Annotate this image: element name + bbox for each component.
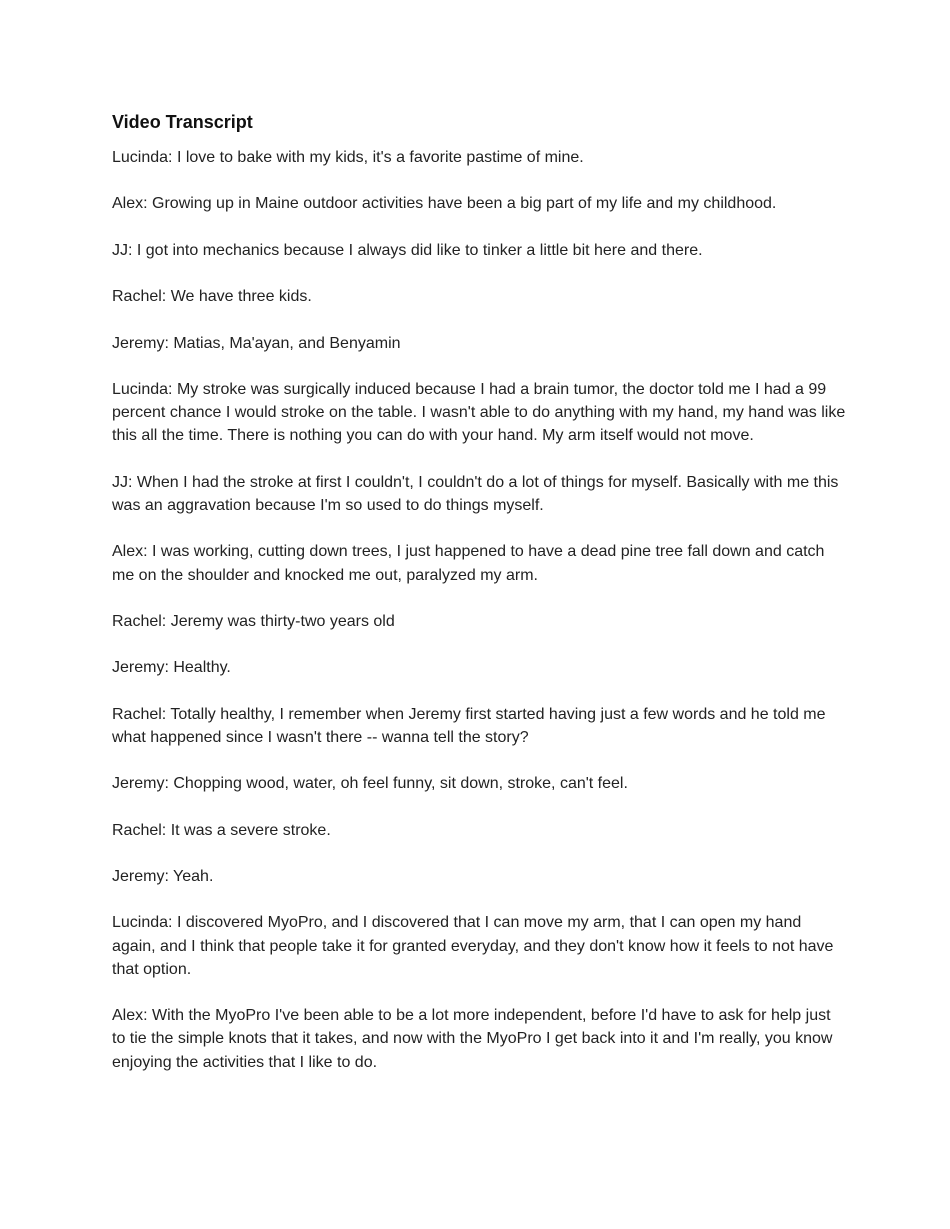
transcript-paragraph: Alex: I was working, cutting down trees, I just happened to have a dead pine tree fall down and catch me on the shoulder and knocked me out, paralyzed my arm. [112, 543, 825, 584]
transcript-paragraph: JJ: I got into mechanics because I always did like to tinker a little bit here and there. [112, 241, 703, 259]
transcript-paragraph: Jeremy: Healthy. [112, 659, 231, 677]
transcript-paragraph: Rachel: Jeremy was thirty-two years old [112, 612, 395, 630]
transcript-paragraph: Jeremy: Chopping wood, water, oh feel funny, sit down, stroke, can't feel. [112, 775, 628, 793]
transcript-paragraph: Alex: With the MyoPro I've been able to be a lot more independent, before I'd have to ask for help just to tie the simple knots that it takes, and now with the MyoPro I get back into it and I'm really, you know enjoying the activities that I like to do. [112, 1007, 833, 1071]
transcript-paragraph: Lucinda: I love to bake with my kids, it's a favorite pastime of mine. [112, 149, 584, 166]
transcript-paragraph: Jeremy: Matias, Ma'ayan, and Benyamin [112, 334, 401, 352]
document-title: Video Transcript [112, 112, 253, 132]
transcript-paragraph: Lucinda: I discovered MyoPro, and I discovered that I can move my arm, that I can open my hand again, and I think that people take it for granted everyday, and they don't know how it feels to not have that option. [112, 914, 834, 978]
transcript-paragraph: Rachel: We have three kids. [112, 288, 312, 306]
document-page [112, 110, 847, 1097]
transcript-paragraph: JJ: When I had the stroke at first I couldn't, I couldn't do a lot of things for myself. Basically with me this was an aggravation because I'm so used to do things myself. [112, 473, 839, 514]
transcript-paragraph: Lucinda: My stroke was surgically induced because I had a brain tumor, the doctor told me I had a 99 percent chance I would stroke on the table. I wasn't able to do anything with my hand, my hand was like this all the time. There is nothing you can do with your hand. My arm itself would not move. [112, 380, 846, 445]
transcript-paragraph: Rachel: Totally healthy, I remember when Jeremy first started having just a few words and he told me what happened since I wasn't there -- wanna tell the story? [112, 705, 826, 746]
transcript-paragraph: Rachel: It was a severe stroke. [112, 821, 331, 839]
transcript-paragraph: Alex: Growing up in Maine outdoor activities have been a big part of my life and my childhood. [112, 195, 777, 213]
transcript-paragraph: Jeremy: Yeah. [112, 868, 214, 886]
